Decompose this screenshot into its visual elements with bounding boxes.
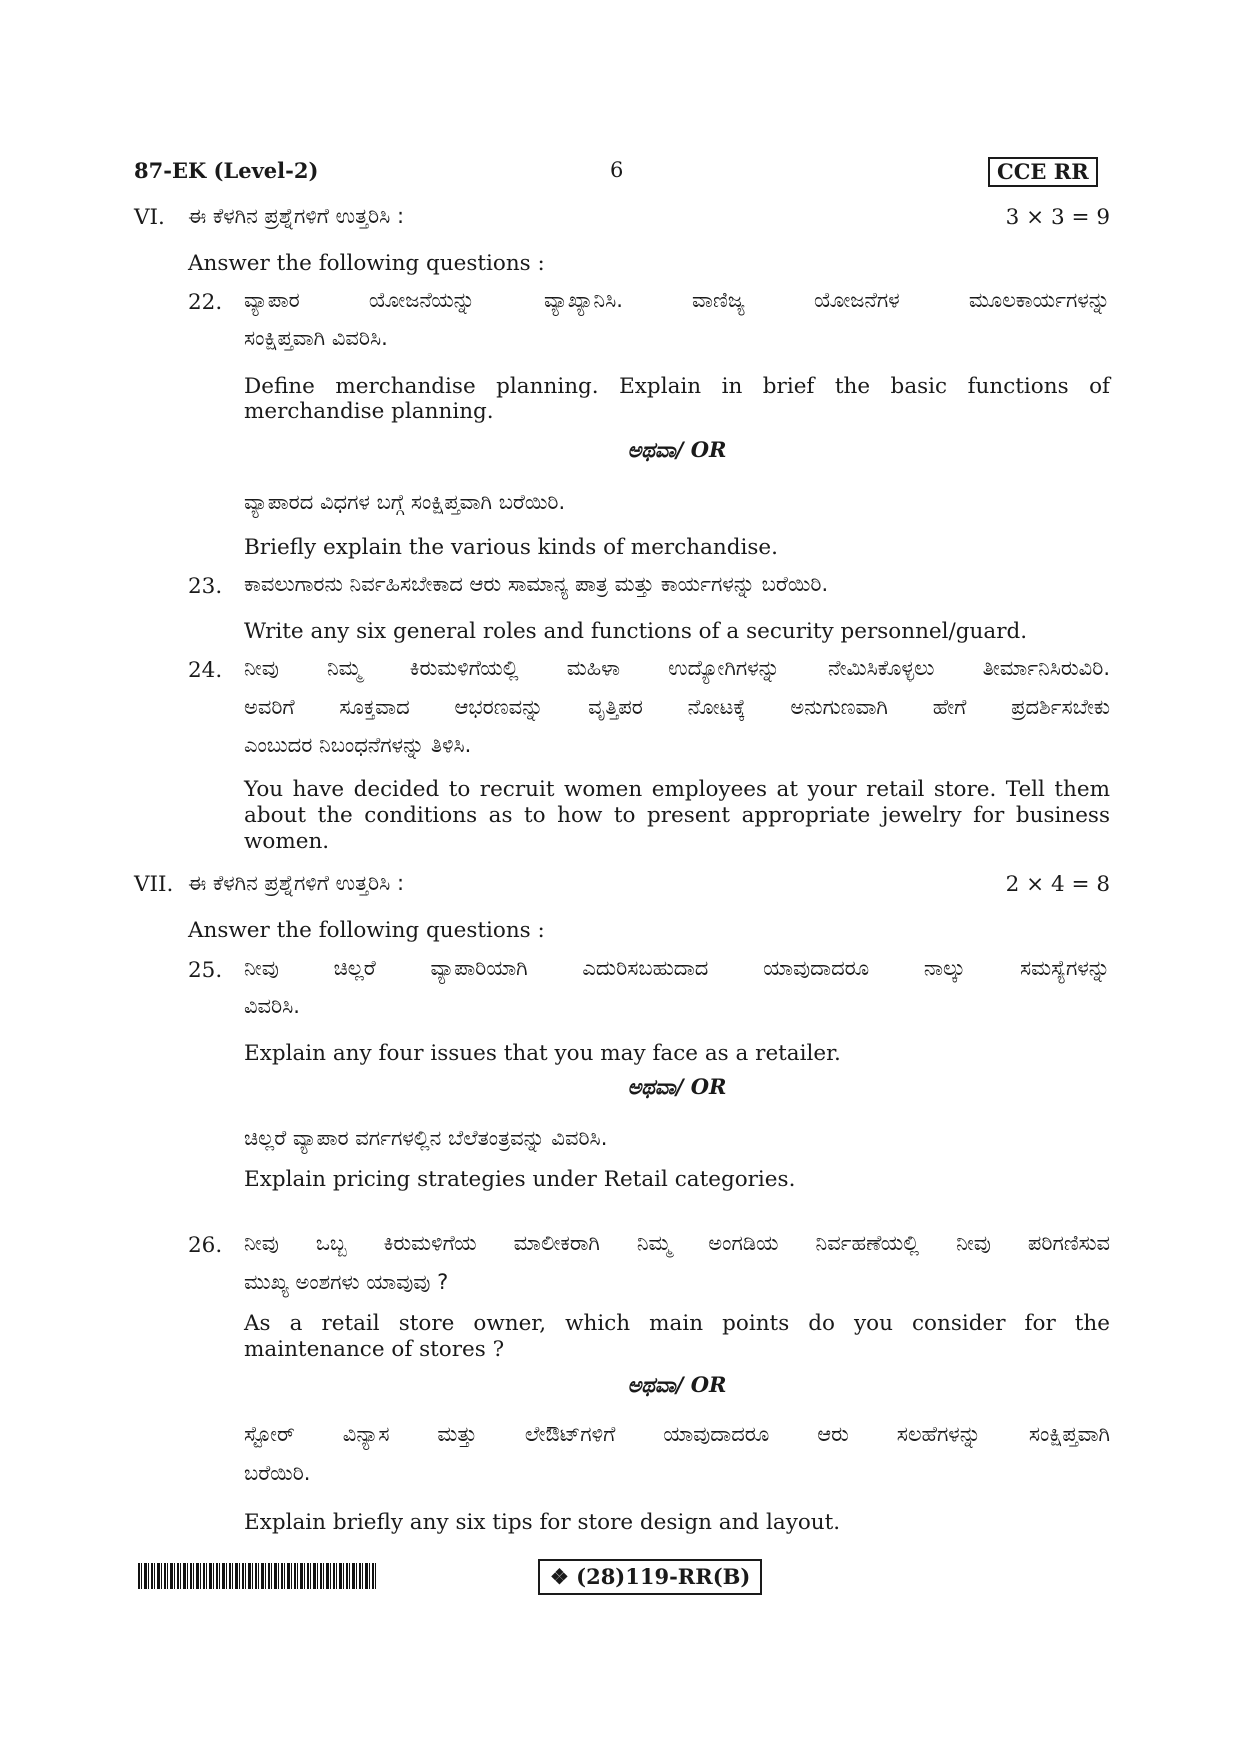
q22-en-line2: merchandise planning. [244, 399, 494, 424]
q24-kn-line1: ನೀವು ನಿಮ್ಮ ಕಿರುಮಳಿಗೆಯಲ್ಲಿ ಮಹಿಳಾ ಉದ್ಯೋಗಿಗಳನ್ನು ನೇಮಿಸಿಕೊಳ್ಳಲು ತೀರ್ಮಾನಿಸಿರುವಿರಿ. [244, 656, 1110, 680]
paper-code: 87-EK (Level-2) [134, 158, 319, 183]
section-vii-instruction-en: Answer the following questions : [188, 918, 545, 943]
q24-en-line3: women. [244, 829, 330, 854]
q22-alt-en: Briefly explain the various kinds of merchandise. [244, 535, 778, 560]
q22-kn-line2: ಸಂಕ್ಷಿಪ್ತವಾಗಿ ವಿವರಿಸಿ. [244, 326, 388, 350]
q26-en-line2: maintenance of stores ? [244, 1337, 505, 1362]
q23-kn: ಕಾವಲುಗಾರನು ನಿರ್ವಹಿಸಬೇಕಾದ ಆರು ಸಾಮಾನ್ಯ ಪಾತ್ರ ಮತ್ತು ಕಾರ್ಯಗಳನ್ನು ಬರೆಯಿರಿ. [244, 572, 829, 596]
barcode-icon [138, 1563, 378, 1589]
section-vi-marks: 3 × 3 = 9 [1005, 205, 1110, 230]
q24-en-line1: You have decided to recruit women employees at your retail store. Tell them [244, 777, 1110, 802]
q25-alt-kn: ಚಿಲ್ಲರೆ ವ್ಯಾಪಾರ ವರ್ಗಗಳಲ್ಲಿನ ಬೆಲೆತಂತ್ರವನ್ನು ವಿವರಿಸಿ. [244, 1126, 608, 1150]
q23-number: 23. [188, 574, 223, 599]
q26-alt-kn-line2: ಬರೆಯಿರಿ. [244, 1461, 311, 1485]
q24-en-line2: about the conditions as to how to present appropriate jewelry for business [244, 803, 1110, 828]
section-vi-instruction-en: Answer the following questions : [188, 251, 545, 276]
q22-en-line1: Define merchandise planning. Explain in brief the basic functions of [244, 374, 1110, 399]
q25-kn-line1: ನೀವು ಚಿಲ್ಲರೆ ವ್ಯಾಪಾರಿಯಾಗಿ ಎದುರಿಸಬಹುದಾದ ಯಾವುದಾದರೂ ನಾಲ್ಕು ಸಮಸ್ಯೆಗಳನ್ನು [244, 956, 1110, 980]
q25-or-label: ಅಥವಾ/ OR [627, 1074, 727, 1099]
q24-kn-line2: ಅವರಿಗೆ ಸೂಕ್ತವಾದ ಆಭರಣವನ್ನು ವೃತ್ತಿಪರ ನೋಟಕ್ಕೆ ಅನುಗುಣವಾಗಿ ಹೇಗೆ ಪ್ರದರ್ಶಿಸಬೇಕು [244, 695, 1110, 719]
paper-series-code-text: (28)119-RR(B) [576, 1564, 751, 1589]
q25-kn-line2: ವಿವರಿಸಿ. [244, 994, 300, 1018]
series-badge: CCE RR [988, 157, 1098, 187]
q26-kn-line2: ಮುಖ್ಯ ಅಂಶಗಳು ಯಾವುವು ? [244, 1270, 449, 1294]
q24-number: 24. [188, 658, 223, 683]
section-vi-roman: VI. [134, 205, 165, 230]
q26-en-line1: As a retail store owner, which main points do you consider for the [244, 1311, 1110, 1336]
q25-number: 25. [188, 958, 223, 983]
q25-alt-en: Explain pricing strategies under Retail categories. [244, 1167, 796, 1192]
q26-alt-kn-line1: ಸ್ಟೋರ್ ವಿನ್ಯಾಸ ಮತ್ತು ಲೇಔಟ್‌ಗಳಿಗೆ ಯಾವುದಾದರೂ ಆರು ಸಲಹೆಗಳನ್ನು ಸಂಕ್ಷಿಪ್ತವಾಗಿ [244, 1422, 1110, 1446]
paper-series-code [538, 1559, 762, 1595]
section-vii-instruction-kn: ಈ ಕೆಳಗಿನ ಪ್ರಶ್ನೆಗಳಿಗೆ ಉತ್ತರಿಸಿ : [188, 871, 405, 895]
q26-number: 26. [188, 1233, 223, 1258]
q26-kn-line1: ನೀವು ಒಬ್ಬ ಕಿರುಮಳಿಗೆಯ ಮಾಲೀಕರಾಗಿ ನಿಮ್ಮ ಅಂಗಡಿಯ ನಿರ್ವಹಣೆಯಲ್ಲಿ ನೀವು ಪರಿಗಣಿಸುವ [244, 1231, 1110, 1255]
section-vi-instruction-kn: ಈ ಕೆಳಗಿನ ಪ್ರಶ್ನೆಗಳಿಗೆ ಉತ್ತರಿಸಿ : [188, 204, 405, 228]
section-vii-roman: VII. [134, 872, 174, 897]
q25-en: Explain any four issues that you may face as a retailer. [244, 1041, 841, 1066]
q26-alt-en: Explain briefly any six tips for store design and layout. [244, 1510, 841, 1535]
q22-alt-kn: ವ್ಯಾಪಾರದ ವಿಧಗಳ ಬಗ್ಗೆ ಸಂಕ್ಷಿಪ್ತವಾಗಿ ಬರೆಯಿರಿ. [244, 490, 566, 514]
diamond-icon: ❖ [550, 1564, 569, 1589]
q24-kn-line3: ಎಂಬುದರ ನಿಬಂಧನೆಗಳನ್ನು ತಿಳಿಸಿ. [244, 733, 472, 757]
q22-or-label: ಅಥವಾ/ OR [627, 437, 727, 462]
q23-en: Write any six general roles and functions of a security personnel/guard. [244, 619, 1028, 644]
q22-number: 22. [188, 290, 223, 315]
section-vii-marks: 2 × 4 = 8 [1005, 872, 1110, 897]
q26-or-label: ಅಥವಾ/ OR [627, 1372, 727, 1397]
q22-kn-line1: ವ್ಯಾಪಾರ ಯೋಜನೆಯನ್ನು ವ್ಯಾಖ್ಯಾನಿಸಿ. ವಾಣಿಜ್ಯ ಯೋಜನೆಗಳ ಮೂಲಕಾರ್ಯಗಳನ್ನು [244, 288, 1110, 312]
page-number: 6 [610, 158, 624, 182]
